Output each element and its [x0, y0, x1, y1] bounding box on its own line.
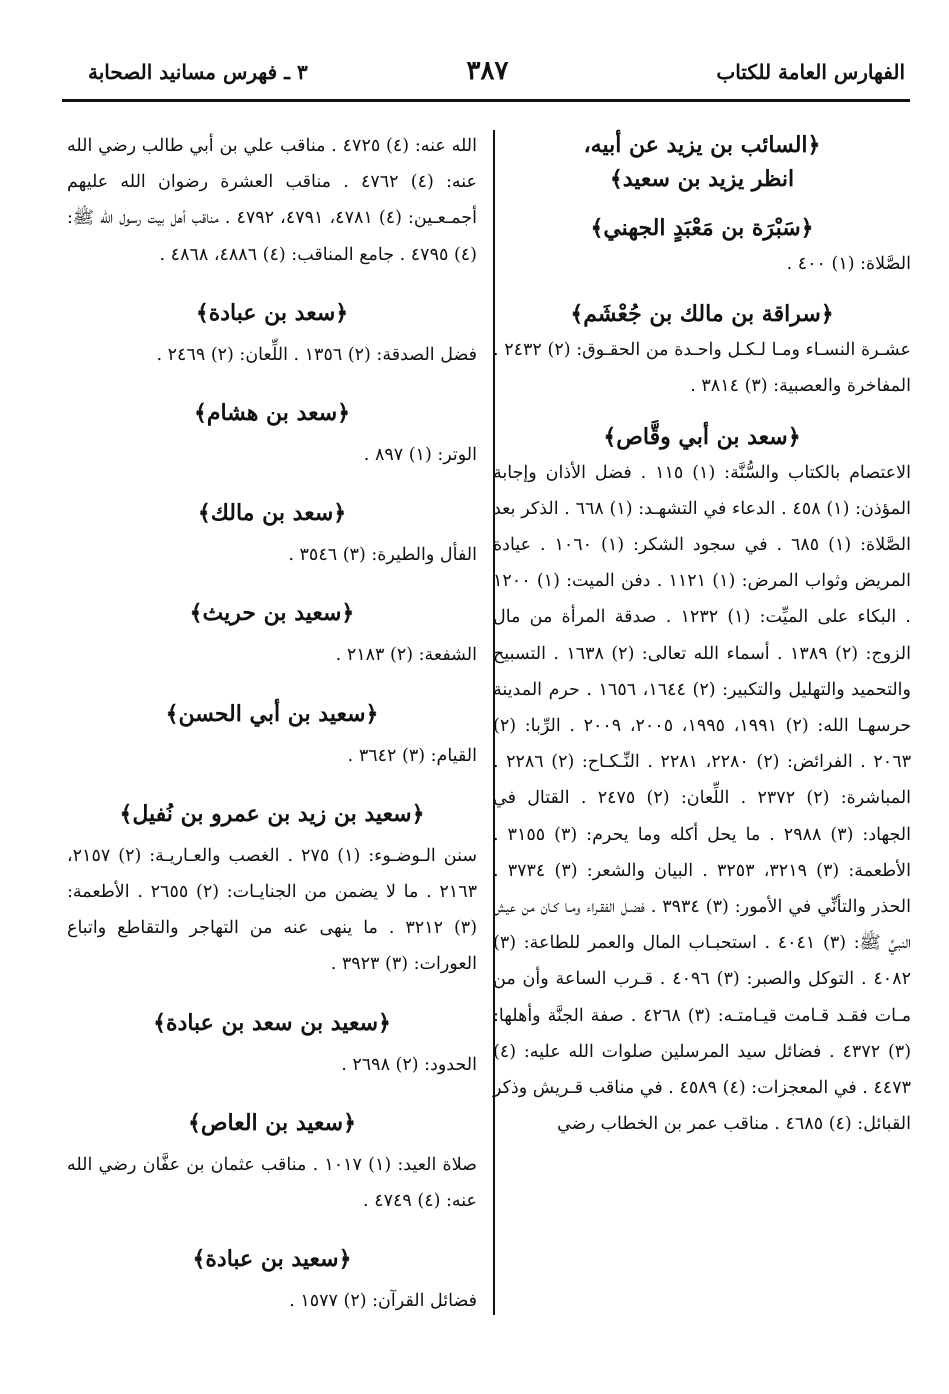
right-column [493, 128, 911, 1142]
entry-body: صلاة العيد: (١) ١٠١٧ . مناقب عثمان بن عفَّان رضي الله عنه: (٤) ٤٧٤٩ . [67, 1154, 477, 1212]
entry-body: فضائل القرآن: (٢) ١٥٧٧ . [289, 1291, 477, 1312]
entry-heading: ﴿سعد بن هشام﴾ [193, 400, 351, 427]
entry-body: الصَّلاة: (١) ٤٠٠ . [786, 254, 911, 274]
running-header [70, 50, 905, 100]
header-rule [62, 99, 910, 102]
entry-body: الحدود: (٢) ٢٦٩٨ . [341, 1054, 477, 1075]
entry-body: الفأل والطيرة: (٣) ٣٥٤٦ . [288, 545, 477, 566]
entry-heading: ﴿السائب بن يزيد عن أبيه، [583, 132, 821, 158]
entry-heading: ﴿سعيد بن زيد بن عمرو بن نُفيل﴾ [119, 800, 425, 827]
entry-heading: ﴿سعيد بن العاص﴾ [188, 1109, 356, 1136]
left-column [67, 128, 477, 1319]
entry-heading: ﴿سعد بن أبي وقَّاص﴾ [603, 423, 801, 450]
entry-heading: ﴿سعد بن عبادة﴾ [195, 299, 349, 326]
entry-heading: ﴿سعيد بن سعد بن عبادة﴾ [153, 1009, 391, 1036]
header-section-title: ٣ ـ فهرس مسانيد الصحابة [88, 60, 308, 84]
entry-body: الوتر: (١) ٨٩٧ . [363, 445, 477, 466]
entry-body: القيام: (٣) ٣٦٤٢ . [347, 745, 477, 766]
page-number: ٣٨٧ [466, 56, 509, 86]
header-book-title: الفهارس العامة للكتاب [716, 60, 905, 84]
entry-body: عشـرة النسـاء ومـا لـكـل واحـدة من الحقـوق: (٢) ٢٤٣٢ . المفاخرة والعصبية: (٣) ٣٨١٤ . [493, 340, 911, 397]
entry-heading: انظر يزيد بن سعيد﴾ [609, 166, 795, 192]
entry-body: الشفعة: (٢) ٢١٨٣ . [335, 645, 477, 666]
entry-heading: ﴿سراقة بن مالك بن جُعْشَم﴾ [570, 301, 834, 328]
entry-heading: ﴿سعيد بن حريث﴾ [189, 600, 355, 627]
entry-body: فضل الصدقة: (٢) ١٣٥٦ . اللِّعان: (٢) ٢٤٦٩ . [156, 344, 477, 365]
entry-heading: ﴿سَبْرَة بن مَعْبَدٍ الجهني﴾ [590, 215, 814, 241]
entry-body-continued: الله عنه: (٤) ٤٧٢٥ . مناقب علي بن أبي طالب رضي الله عنه: (٤) ٤٧٦٢ . مناقب العشرة رضوان الله عليهم أجمـعـين: (٤) ٤٧٨١، ٤٧٩١، ٤٧٩٢ . مناقب أهل بيت رسول الله ﷺ: (٤) ٤٧٩٥ . جامع المناقب: (٤) ٤٨٨٦، ٤٨٦٨ . [67, 136, 478, 265]
entry-heading: ﴿سعد بن مالك﴾ [197, 500, 347, 527]
entry-heading: ﴿سعيد بن أبي الحسن﴾ [165, 700, 379, 727]
entry-heading: ﴿سعيد بن عبادة﴾ [192, 1246, 352, 1273]
entry-body: الاعتصام بالكتاب والسُّنَّة: (١) ١١٥ . فضل الأذان وإجابة المؤذن: (١) ٤٥٨ . الدعاء في التشهـد: (١) ٦٦٨ . الذكر بعد الصَّلاة: (١) ٦٨٥ . في سجود الشكر: (١) ١٠٦٠ . عيادة المريض وثواب المرض: (١) ١١٢١ . دفن الميت: (١) ١٢٠٠ . البكاء على الميِّت: (١) ١٢٣٢ . صدقة المرأة من مال الزوج: (٢) ١٣٨٩ . أسماء الله تعالى: (٢) ١٦٣٨ . التسبيح والتحميد والتهليل والتكبير: (٢) ١٦٤٤، ١٦٥٦ . حرم المدينة حرسهـا الله: (٢) ١٩٩١، ١٩٩٥، ٢٠٠٥، ٢٠٠٩ . الرِّبا: (٢) ٢٠٦٣ . الفرائض: (٢) ٢٢٨٠، ٢٢٨١ . النِّـكـاح: (٢) ٢٢٨٦ . المباشرة: (٢) ٢٣٧٢ . اللِّعان: (٢) ٢٤٧٥ . القتال في الجهاد: (٣) ٢٩٨٨ . ما يحل أكله وما يحرم: (٣) ٣١٥٥ . الأطعمة: (٣) ٣٢١٩، ٣٢٥٣ . البيان والشعر: (٣) ٣٧٣٤ . الحذر والتأنِّي في الأمور: (٣) ٣٩٣٤ . فضـل الفقـراء ومـا كـان من عيش النبيِّ ﷺ: (٣) ٤٠٤١ . استحبـاب المال والعمر للطاعة: (٣) ٤٠٨٢ . التوكل والصبر: (٣) ٤٠٩٦ . قـرب الساعة وأن من مـات فقـد قـامت قيـامتـه: (٣) ٤٢٦٨ . صفة الجنَّة وأهلها: (٣) ٤٣٧٢ . فضائل سيد المرسلين صلوات الله عليه: (٤) ٤٤٧٣ . في المعجزات: (٤) ٤٥٨٩ . في مناقب قـريش وذكر القبائل: (٤) ٤٦٨٥ . مناقب عمر بن الخطاب رضي [493, 462, 912, 1135]
entry-body: سنن الـوضـوء: (١) ٢٧٥ . الغصب والعـاريـة: (٢) ٢١٥٧، ٢١٦٣ . ما لا يضمن من الجنايـات: (٢) ٢٦٥٥ . الأطعمة: (٣) ٣٢١٢ . ما ينهى عنه من التهاجر والتقاطع واتباع العورات: (٣) ٣٩٢٣ . [67, 845, 478, 975]
